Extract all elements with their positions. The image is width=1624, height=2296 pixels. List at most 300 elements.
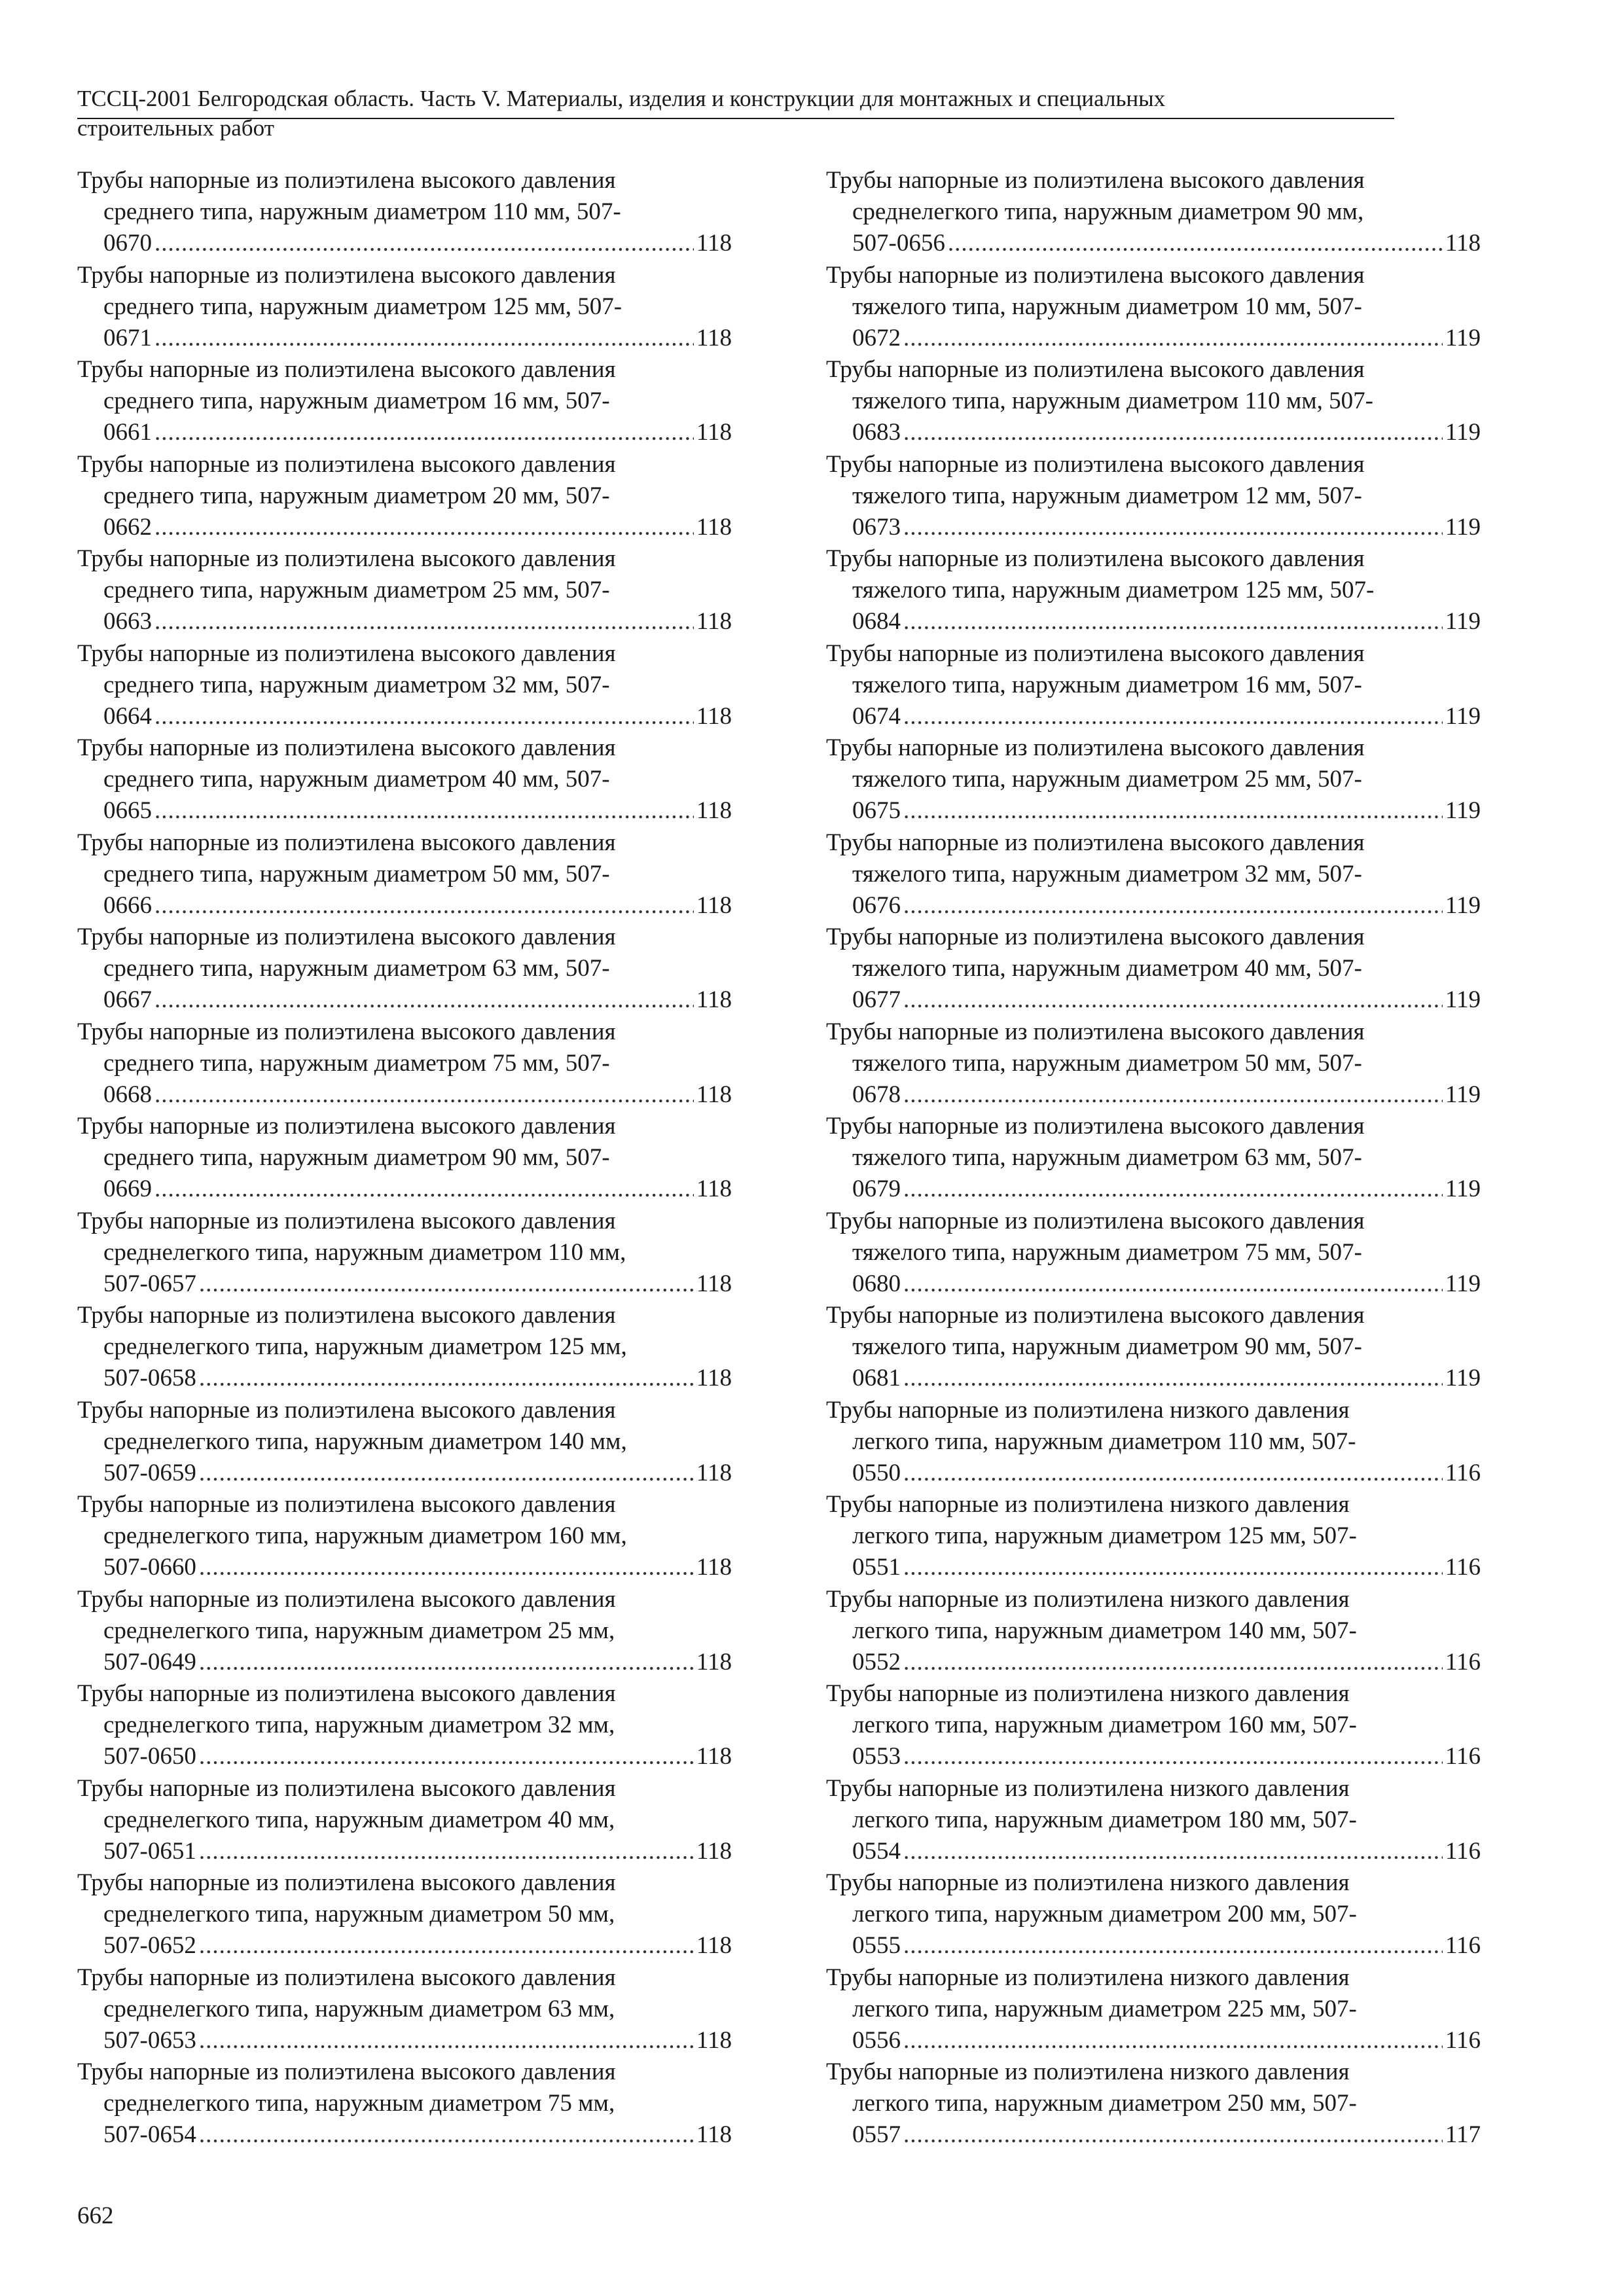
index-entry-page: 118 [696,1554,732,1581]
index-entry-detail: тяжелого типа, наружным диаметром 125 мм, 507- [852,577,1375,603]
index-entry-detail: среднелегкого типа, наружным диаметром 63 мм, [103,1995,615,2022]
index-entry-title: Трубы напорные из полиэтилена высокого давления [77,356,616,383]
index-entry-detail: среднего типа, наружным диаметром 20 мм, 507- [103,482,610,509]
index-entry-title: Трубы напорные из полиэтилена высокого давления [77,639,616,667]
index-entry-code-line [77,1552,732,1583]
index-entry-title: Трубы напорные из полиэтилена высокого давления [77,1869,616,1896]
index-entry-page: 118 [696,608,732,635]
index-entry-detail: среднего типа, наружным диаметром 16 мм, 507- [103,387,610,414]
index-entry-title: Трубы напорные из полиэтилена высокого давления [77,1964,616,1991]
index-entry-page: 118 [696,1837,732,1865]
index-entry-code: 0664 [103,702,152,730]
index-entry [826,1016,1481,1111]
index-entry-title: Трубы напорные из полиэтилена низкого давления [826,1964,1350,1991]
dot-leader [903,2025,1443,2056]
index-entry-detail: легкого типа, наружным диаметром 140 мм, 507- [852,1617,1357,1644]
index-entry-code: 0663 [103,608,152,635]
index-entry-code: 507-0651 [103,1837,196,1865]
index-entry [77,1300,732,1395]
dot-leader [903,1079,1443,1111]
index-entry-detail: среднелегкого типа, наружным диаметром 40 мм, [103,1806,615,1833]
index-entry-code-line [826,1647,1481,1678]
index-entry [77,1867,732,1962]
index-entry-code: 0555 [852,1932,901,1959]
dot-leader [199,1458,694,1489]
index-entry-detail: легкого типа, наружным диаметром 125 мм, 507- [852,1522,1357,1549]
index-entry-page: 119 [1445,324,1481,351]
index-entry [77,543,732,638]
index-entry-page: 116 [1445,1837,1481,1865]
index-entry-page: 116 [1445,1932,1481,1959]
index-entry-title: Трубы напорные из полиэтилена высокого давления [77,1207,616,1234]
index-entry-page: 116 [1445,1554,1481,1581]
index-entry-code-line [826,1458,1481,1489]
index-entry-title: Трубы напорные из полиэтилена высокого давления [77,450,616,478]
index-entry-title: Трубы напорные из полиэтилена низкого давления [826,1869,1350,1896]
index-entry-code: 0680 [852,1270,901,1297]
index-entry-title: Трубы напорные из полиэтилена высокого давления [826,829,1365,856]
index-entry-detail: среднего типа, наружным диаметром 125 мм, 507- [103,293,623,320]
index-entry-page: 116 [1445,1648,1481,1676]
index-entry-title: Трубы напорные из полиэтилена низкого давления [826,1774,1350,1802]
index-entry-title: Трубы напорные из полиэтилена высокого давления [77,1680,616,1707]
index-entry-page: 118 [696,1743,732,1770]
index-entry [826,354,1481,449]
index-entry-code-line [826,1552,1481,1583]
index-entry [77,638,732,733]
index-entry-detail: тяжелого типа, наружным диаметром 32 мм, 507- [852,860,1362,888]
index-entry-page: 119 [1445,513,1481,541]
dot-leader [199,1363,694,1394]
index-entry-code: 0661 [103,419,152,446]
index-entry [826,1867,1481,1962]
index-entry-code: 0667 [103,986,152,1013]
index-entry-page: 118 [696,1270,732,1297]
index-entry-code-line [77,1363,732,1394]
index-entry-detail: тяжелого типа, наружным диаметром 16 мм, 507- [852,671,1362,698]
dot-leader [903,2119,1443,2151]
index-entry-code: 0673 [852,513,901,541]
dot-leader [903,1647,1443,1678]
index-entry-detail: среднего типа, наружным диаметром 25 мм, 507- [103,577,610,603]
index-entry-code: 0683 [852,419,901,446]
running-header-line-1: ТССЦ-2001 Белгородская область. Часть V. Материалы, изделия и конструкции для монтажных и специальных [77,86,1166,111]
index-entry [77,1206,732,1300]
index-entry-title: Трубы напорные из полиэтилена высокого давления [826,167,1365,194]
index-entry-code-line [77,606,732,637]
dot-leader [903,795,1443,827]
dot-leader [903,1552,1443,1583]
index-entry-code: 0677 [852,986,901,1013]
index-entry-detail: тяжелого типа, наружным диаметром 25 мм, 507- [852,766,1362,793]
dot-leader [154,795,694,827]
index-entry-page: 116 [1445,2026,1481,2054]
index-entry-title: Трубы напорные из полиэтилена высокого давления [826,450,1365,478]
index-entry-title: Трубы напорные из полиэтилена низкого давления [826,1680,1350,1707]
index-entry-code: 507-0649 [103,1648,196,1676]
index-entry-code-line [826,890,1481,922]
index-entry-code-line [77,1647,732,1678]
index-entry-code: 0674 [852,702,901,730]
dot-leader [948,228,1443,259]
index-entry [826,1584,1481,1679]
index-entry-code: 0679 [852,1175,901,1202]
index-entry-detail: среднего типа, наружным диаметром 75 мм, 507- [103,1049,610,1077]
index-entry [77,1584,732,1679]
index-entry-code-line [77,2025,732,2056]
index-entry-page: 118 [696,1175,732,1202]
index-entry-page: 116 [1445,1459,1481,1486]
index-entry-code-line [826,1268,1481,1300]
index-entry-title: Трубы напорные из полиэтилена высокого давления [826,639,1365,667]
index-entry-code: 0671 [103,324,152,351]
index-entry-title: Трубы напорные из полиэтилена высокого давления [77,734,616,761]
dot-leader [154,323,694,354]
index-entry-title: Трубы напорные из полиэтилена высокого давления [77,261,616,289]
index-entry-code-line [826,795,1481,827]
index-entry-detail: среднелегкого типа, наружным диаметром 110 мм, [103,1238,626,1266]
dot-leader [154,512,694,543]
index-entry-code: 0662 [103,513,152,541]
index-entry-code-line [826,1174,1481,1205]
running-header-line-2: строительных работ [77,115,274,141]
dot-leader [903,417,1443,448]
dot-leader [903,1836,1443,1867]
index-entry-title: Трубы напорные из полиэтилена высокого давления [77,2058,616,2085]
index-entry-page: 119 [1445,1365,1481,1391]
index-entry-page: 119 [1445,797,1481,824]
index-entry-code: 0675 [852,797,901,824]
dot-leader [903,512,1443,543]
index-entry-code: 0551 [852,1554,901,1581]
dot-leader [154,890,694,922]
index-entry-page: 118 [696,1932,732,1959]
index-entry-code-line [77,417,732,448]
header-rule [77,118,1394,119]
index-entry-detail: среднелегкого типа, наружным диаметром 160 мм, [103,1522,627,1549]
dot-leader [903,890,1443,922]
dot-leader [154,606,694,637]
index-entry-page: 118 [696,1081,732,1108]
index-entry-detail: среднего типа, наружным диаметром 110 мм, 507- [103,198,621,225]
dot-leader [199,1647,694,1678]
index-entry-page: 119 [1445,986,1481,1013]
index-entry-code: 507-0657 [103,1270,196,1297]
dot-leader [199,1268,694,1300]
index-entry-page: 118 [696,986,732,1013]
index-entry-code: 507-0660 [103,1554,196,1581]
dot-leader [199,1836,694,1867]
index-entry [77,2056,732,2151]
index-entry-page: 119 [1445,891,1481,919]
index-entry-detail: тяжелого типа, наружным диаметром 110 мм, 507- [852,387,1373,414]
index-entry-page: 118 [696,1648,732,1676]
index-entry-detail: тяжелого типа, наружным диаметром 40 мм, 507- [852,955,1362,982]
index-entry-code: 0553 [852,1743,901,1770]
index-entry-code-line [826,2025,1481,2056]
index-entry-page: 119 [1445,1081,1481,1108]
index-entry-code: 0672 [852,324,901,351]
index-entry-title: Трубы напорные из полиэтилена высокого давления [826,545,1365,572]
index-entry-code-line [826,701,1481,732]
index-entry-detail: среднего типа, наружным диаметром 32 мм, 507- [103,671,610,698]
index-entry-detail: среднелегкого типа, наружным диаметром 32 мм, [103,1712,615,1738]
index-entry-page: 118 [1445,230,1481,257]
index-entry-page: 119 [1445,1270,1481,1297]
index-entry-code-line [77,1174,732,1205]
index-entry [826,1678,1481,1773]
index-entry [826,1773,1481,1868]
index-entry-title: Трубы напорные из полиэтилена высокого давления [77,1302,616,1329]
index-entry-code-line [77,228,732,259]
index-entry-page: 118 [696,702,732,730]
index-entry-page: 118 [696,230,732,257]
index-entry-detail: среднего типа, наружным диаметром 63 мм, 507- [103,955,610,982]
index-entry-detail: тяжелого типа, наружным диаметром 75 мм, 507- [852,1238,1362,1266]
index-entry [826,638,1481,733]
index-entry-page: 118 [696,419,732,446]
index-entry-code-line [826,606,1481,637]
index-entry [826,1395,1481,1490]
index-entry-page: 119 [1445,608,1481,635]
index-entry-title: Трубы напорные из полиэтилена высокого давления [826,1113,1365,1139]
index-entry [77,1395,732,1490]
index-entry-code: 507-0654 [103,2121,196,2148]
index-entry-code-line [826,417,1481,448]
index-entry-detail: среднелегкого типа, наружным диаметром 90 мм, [852,198,1364,225]
index-entry-page: 119 [1445,1175,1481,1202]
index-entry-detail: легкого типа, наружным диаметром 225 мм, 507- [852,1995,1357,2022]
index-entry-title: Трубы напорные из полиэтилена высокого давления [826,1207,1365,1234]
index-entry-code-line [77,984,732,1016]
dot-leader [199,1741,694,1772]
index-entry [77,732,732,827]
index-entry-code-line [826,323,1481,354]
index-entry [826,449,1481,544]
index-entry-title: Трубы напорные из полиэтилена высокого давления [77,1018,616,1045]
index-entry-title: Трубы напорные из полиэтилена высокого давления [77,1491,616,1518]
index-entry-code-line [77,512,732,543]
index-entry-code-line [77,323,732,354]
index-entry [826,1206,1481,1300]
index-entry [77,449,732,544]
index-entry-code-line [77,795,732,827]
index-entry-detail: легкого типа, наружным диаметром 180 мм, 507- [852,1806,1357,1833]
index-entry [826,1962,1481,2057]
index-entry [77,354,732,449]
dot-leader [199,1552,694,1583]
index-entry-code: 0684 [852,608,901,635]
index-entry-code-line [826,1363,1481,1394]
index-entry [77,1773,732,1868]
index-entry-page: 117 [1445,2121,1481,2148]
index-entry-code-line [77,1458,732,1489]
index-entry-code: 0668 [103,1081,152,1108]
index-entry [77,1489,732,1584]
dot-leader [199,2119,694,2151]
index-entry-title: Трубы напорные из полиэтилена высокого давления [77,829,616,856]
index-column-right [826,165,1481,2151]
index-entry-detail: среднего типа, наружным диаметром 50 мм, 507- [103,860,610,888]
index-entry-detail: тяжелого типа, наружным диаметром 63 мм, 507- [852,1144,1362,1171]
dot-leader [154,228,694,259]
index-entry-code: 0550 [852,1459,901,1486]
index-entry-title: Трубы напорные из полиэтилена низкого давления [826,2058,1350,2085]
index-entry-page: 118 [696,2026,732,2054]
dot-leader [199,1930,694,1962]
index-entry [77,1016,732,1111]
index-entry-detail: среднелегкого типа, наружным диаметром 140 мм, [103,1427,627,1455]
index-entry-code-line [826,2119,1481,2151]
index-entry-code-line [826,1079,1481,1111]
dot-leader [154,1174,694,1205]
index-entry [826,732,1481,827]
index-entry-detail: среднелегкого типа, наружным диаметром 75 мм, [103,2090,615,2117]
index-entry-code: 507-0650 [103,1743,196,1770]
index-entry-code: 507-0658 [103,1365,196,1391]
index-entry-title: Трубы напорные из полиэтилена высокого давления [826,734,1365,761]
index-entry-code: 0556 [852,2026,901,2054]
dot-leader [154,1079,694,1111]
index-entry-code: 0557 [852,2121,901,2148]
index-entry-page: 118 [696,797,732,824]
dot-leader [903,323,1443,354]
index-entry [77,922,732,1016]
index-entry-detail: легкого типа, наружным диаметром 160 мм, 507- [852,1712,1357,1738]
index-entry-title: Трубы напорные из полиэтилена низкого давления [826,1585,1350,1613]
dot-leader [903,1741,1443,1772]
index-entry-page: 118 [696,2121,732,2148]
index-entry-code: 0676 [852,891,901,919]
index-entry-page: 118 [696,1365,732,1391]
index-entry-title: Трубы напорные из полиэтилена высокого давления [77,1113,616,1139]
index-entry [826,922,1481,1016]
index-entry-code: 507-0656 [852,230,945,257]
index-entry-page: 118 [696,891,732,919]
dot-leader [903,701,1443,732]
page-number: 662 [77,2202,114,2229]
index-entry-detail: тяжелого типа, наружным диаметром 12 мм, 507- [852,482,1362,509]
index-entry-code: 507-0652 [103,1932,196,1959]
dot-leader [903,1363,1443,1394]
dot-leader [903,1930,1443,1962]
index-entry-code-line [77,1268,732,1300]
index-entry-page: 119 [1445,419,1481,446]
index-entry [826,2056,1481,2151]
index-entry-title: Трубы напорные из полиэтилена высокого давления [826,1302,1365,1329]
index-entry-code-line [77,1930,732,1962]
dot-leader [903,1458,1443,1489]
index-entry [77,165,732,260]
index-entry-code: 507-0659 [103,1459,196,1486]
index-entry-title: Трубы напорные из полиэтилена высокого давления [77,545,616,572]
index-entry [826,260,1481,355]
dot-leader [154,417,694,448]
index-entry [826,1111,1481,1206]
index-entry [77,1111,732,1206]
index-entry-title: Трубы напорные из полиэтилена высокого давления [77,924,616,950]
index-entry-code: 0681 [852,1365,901,1391]
running-header [77,84,1394,143]
dot-leader [903,1174,1443,1205]
index-entry-code-line [77,701,732,732]
dot-leader [903,606,1443,637]
index-entry-title: Трубы напорные из полиэтилена высокого давления [77,1396,616,1424]
index-entry-code: 0666 [103,891,152,919]
index-entry-title: Трубы напорные из полиэтилена высокого давления [77,1585,616,1613]
index-entry-code: 0552 [852,1648,901,1676]
index-entry-code-line [77,1836,732,1867]
index-entry [77,827,732,922]
index-entry-code-line [826,1836,1481,1867]
index-entry-detail: среднелегкого типа, наружным диаметром 25 мм, [103,1617,615,1644]
index-entry-detail: среднелегкого типа, наружным диаметром 50 мм, [103,1901,615,1928]
index-entry-title: Трубы напорные из полиэтилена высокого давления [826,1018,1365,1045]
index-entry-page: 116 [1445,1743,1481,1770]
index-entry-code-line [826,1741,1481,1772]
dot-leader [903,1268,1443,1300]
index-entry-title: Трубы напорные из полиэтилена высокого давления [826,261,1365,289]
index-entry-detail: легкого типа, наружным диаметром 200 мм, 507- [852,1901,1357,1928]
dot-leader [154,984,694,1016]
index-entry-code-line [826,984,1481,1016]
index-entry [826,165,1481,260]
index-entry-page: 118 [696,513,732,541]
index-entry-code: 0665 [103,797,152,824]
index-entry-title: Трубы напорные из полиэтилена высокого давления [77,167,616,194]
index-entry [77,1962,732,2057]
index-entry-code: 0670 [103,230,152,257]
index-entry-detail: тяжелого типа, наружным диаметром 50 мм, 507- [852,1049,1362,1077]
index-entry [77,260,732,355]
index-entry-title: Трубы напорные из полиэтилена высокого давления [77,1774,616,1802]
index-entry-detail: тяжелого типа, наружным диаметром 90 мм, 507- [852,1333,1362,1360]
index-entry-detail: среднелегкого типа, наружным диаметром 125 мм, [103,1333,627,1360]
index-entry [826,1489,1481,1584]
index-entry-title: Трубы напорные из полиэтилена низкого давления [826,1491,1350,1518]
index-entry-code: 507-0653 [103,2026,196,2054]
index-entry [77,1678,732,1773]
index-entry-detail: тяжелого типа, наружным диаметром 10 мм, 507- [852,293,1362,320]
index-entry-title: Трубы напорные из полиэтилена высокого давления [826,356,1365,383]
index-entry-code: 0678 [852,1081,901,1108]
index-entry-code-line [826,1930,1481,1962]
index-entry-code-line [826,228,1481,259]
index-entry-code-line [826,512,1481,543]
index-entry-page: 118 [696,324,732,351]
dot-leader [199,2025,694,2056]
index-entry-code-line [77,1741,732,1772]
index-entry-detail: легкого типа, наружным диаметром 250 мм, 507- [852,2090,1357,2117]
index-entry-title: Трубы напорные из полиэтилена низкого давления [826,1396,1350,1424]
index-entry-code-line [77,1079,732,1111]
dot-leader [903,984,1443,1016]
dot-leader [154,701,694,732]
index-entry-code-line [77,890,732,922]
index-entry [826,1300,1481,1395]
index-entry-code: 0669 [103,1175,152,1202]
index-entry-detail: легкого типа, наружным диаметром 110 мм, 507- [852,1427,1356,1455]
index-entry-detail: среднего типа, наружным диаметром 90 мм, 507- [103,1144,610,1171]
index-column-left [77,165,732,2151]
index-entry-title: Трубы напорные из полиэтилена высокого давления [826,924,1365,950]
index-entry-detail: среднего типа, наружным диаметром 40 мм, 507- [103,766,610,793]
index-entry-page: 119 [1445,702,1481,730]
index-entry [826,827,1481,922]
index-entry-code-line [77,2119,732,2151]
index-entry-page: 118 [696,1459,732,1486]
index-entry-code: 0554 [852,1837,901,1865]
